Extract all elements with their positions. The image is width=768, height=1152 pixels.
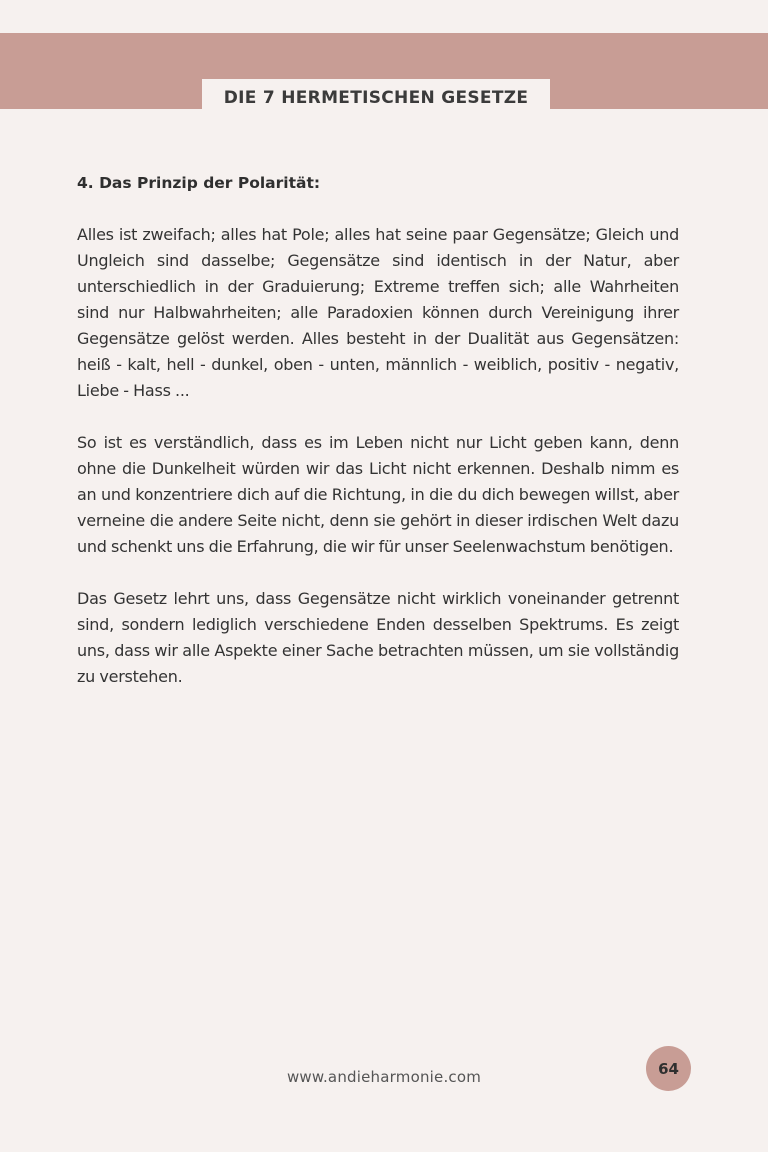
paragraph-2: So ist es verständlich, dass es im Leben nicht nur Licht geben kann, denn ohne die Dunkelheit würden wir das Licht nicht erkennen. Deshalb nimm es an und konzentriere dich auf die Richtung, in die du dich bewegen willst, aber verneine die andere Seite nicht, denn sie gehört in dieser irdischen Welt dazu und schenkt uns die Erfahrung, die wir für unser Seelenwachstum benötigen. xyxy=(77,433,679,556)
page-number: 64 xyxy=(658,1059,679,1078)
paragraph-3: Das Gesetz lehrt uns, dass Gegensätze nicht wirklich voneinander getrennt sind, sondern lediglich verschiedene Enden desselben Spektrums. Es zeigt uns, dass wir alle Aspekte einer Sache betrachten müssen, um sie vollständig zu verstehen. xyxy=(77,589,679,686)
main-content xyxy=(77,170,679,716)
paragraph-1: Alles ist zweifach; alles hat Pole; alles hat seine paar Gegensätze; Gleich und Ungleich sind dasselbe; Gegensätze sind identisch in der Natur, aber unterschiedlich in der Graduierung; Extreme treffen sich; alle Wahrheiten sind nur Halbwahrheiten; alle Paradoxien können durch Vereinigung ihrer Gegensätze gelöst werden. Alles besteht in der Dualität aus Gegensätzen: heiß - kalt, hell - dunkel, oben - unten, männlich - weiblich, positiv - negativ, Liebe - Hass ... xyxy=(77,225,679,400)
section-heading: 4. Das Prinzip der Polarität: xyxy=(77,174,321,192)
page-number-badge xyxy=(646,1046,691,1091)
page-title: DIE 7 HERMETISCHEN GESETZE xyxy=(223,88,529,108)
website-url: www.andieharmonie.com xyxy=(286,1068,482,1086)
title-box xyxy=(202,79,550,117)
